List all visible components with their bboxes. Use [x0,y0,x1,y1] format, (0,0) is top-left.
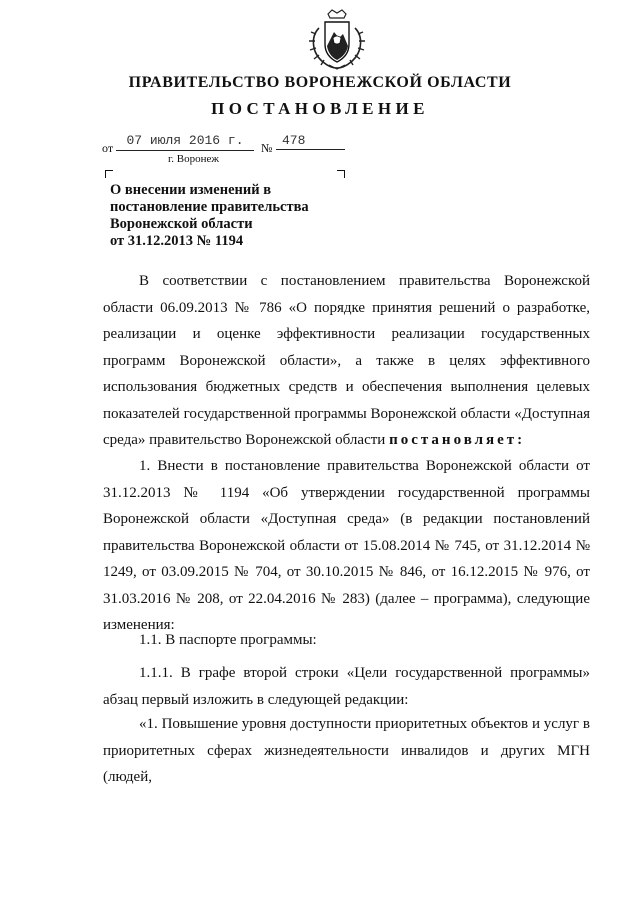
number-label: № [261,141,273,155]
clause-1: 1. Внести в постановление правительства Воронежской области от 31.12.2013 № 1194 «Об утверждении государственной программы Воронежской области «Доступная среда» (в редакции постановлений правительства Воронежской области от 15.08.2014 № 745, от 31.12.2014 № 1249, от 03.09.2015 № 704, от 30.10.2015 № 846, от 16.12.2015 № 976, от 31.03.2016 № 208, от 22.04.2016 № 283) (далее – программа), следующие изменения: [103,458,590,633]
quoted-text: «1. Повышение уровня доступности приоритетных объектов и услуг в приоритетных сферах жизнедеятельности инвалидов и других МГН (людей, [103,716,590,785]
subject-line: О внесении изменений в [110,182,272,198]
document-subject [110,182,360,250]
preamble-paragraph [103,268,590,454]
clause-1-1-1: 1.1.1. В графе второй строки «Цели государственной программы» абзац первый изложить в следующей редакции: [103,665,590,708]
document-number: 478 [276,133,345,150]
subject-line: от 31.12.2013 № 1194 [110,233,244,249]
resolution-keyword: постановляет: [389,432,526,448]
document-type: ПОСТАНОВЛЕНИЕ [211,99,429,118]
organization-name: ПРАВИТЕЛЬСТВО ВОРОНЕЖСКОЙ ОБЛАСТИ [128,74,512,91]
preamble-text: В соответствии с постановлением правительства Воронежской области 06.09.2013 № 786 «О порядке принятия решений о разработке, реализации и оценке эффективности реализации государственных программ Воронежской области», а также в целях эффективного использования бюджетных средств и обеспечения выполнения целевых показателей государственной программы Воронежской области «Доступная среда» правительство Воронежской области [103,273,590,448]
coat-of-arms-icon [303,8,371,72]
subject-line: постановление правительства [110,199,309,215]
date-field: 07 июля 2016 г. [116,133,254,151]
subject-line: Воронежской области [110,216,253,232]
subject-corner-right [337,170,345,178]
subject-corner-left [105,170,113,178]
clause-1-1: 1.1. В паспорте программы: [139,632,317,648]
city-label: г. Воронеж [168,153,219,165]
date-label: от [102,141,114,155]
